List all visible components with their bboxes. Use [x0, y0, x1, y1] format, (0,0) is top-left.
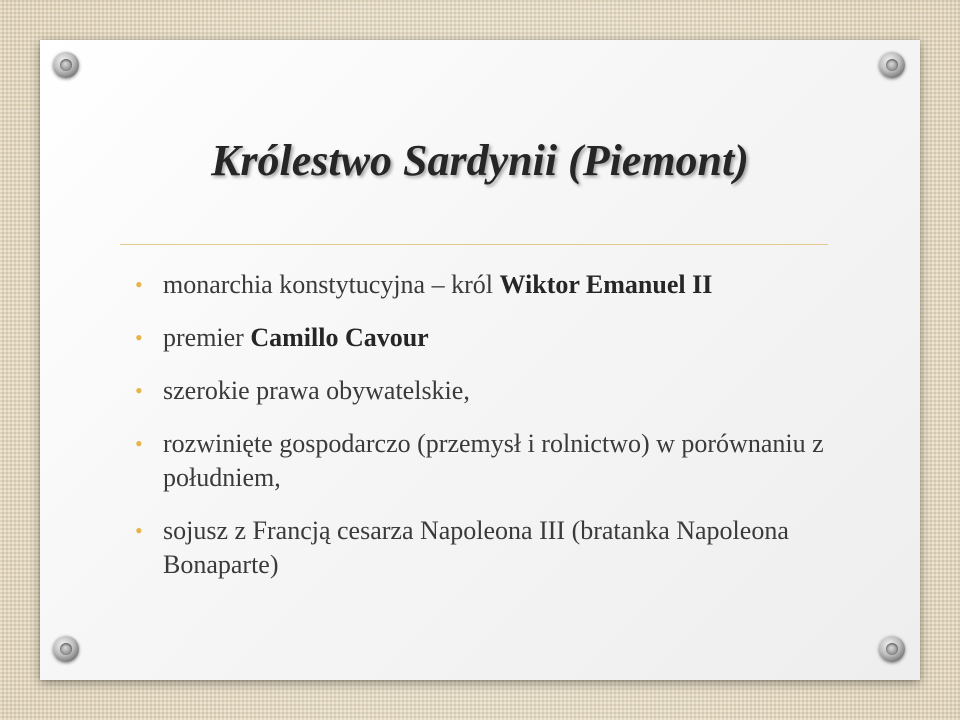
rivet-icon — [879, 52, 905, 78]
slide-title: Królestwo Sardynii (Piemont) — [211, 136, 749, 185]
bullet-icon: • — [135, 518, 143, 543]
bullet-bold-text: Camillo Cavour — [250, 323, 429, 352]
bullet-icon: • — [135, 325, 143, 350]
bullet-item — [135, 268, 835, 302]
bullet-icon: • — [135, 272, 143, 297]
bullet-icon: • — [135, 378, 143, 403]
bullet-item — [135, 321, 835, 355]
rivet-icon — [53, 52, 79, 78]
bullet-item — [135, 514, 835, 582]
bullet-text: monarchia konstytucyjna – król — [163, 270, 500, 299]
bullet-text: rozwinięte gospodarczo (przemysł i rolnictwo) w porównaniu z południem, — [163, 429, 824, 492]
bullet-item — [135, 427, 835, 495]
title-divider — [120, 244, 828, 245]
bullet-icon: • — [135, 431, 143, 456]
bullet-text: sojusz z Francją cesarza Napoleona III (bratanka Napoleona Bonaparte) — [163, 516, 789, 579]
rivet-icon — [53, 636, 79, 662]
bullet-text: premier — [163, 323, 251, 352]
bullet-list — [135, 268, 835, 601]
bullet-text: szerokie prawa obywatelskie, — [163, 376, 470, 405]
bullet-bold-text: Wiktor Emanuel II — [499, 270, 713, 299]
bullet-item — [135, 374, 835, 408]
rivet-icon — [879, 636, 905, 662]
